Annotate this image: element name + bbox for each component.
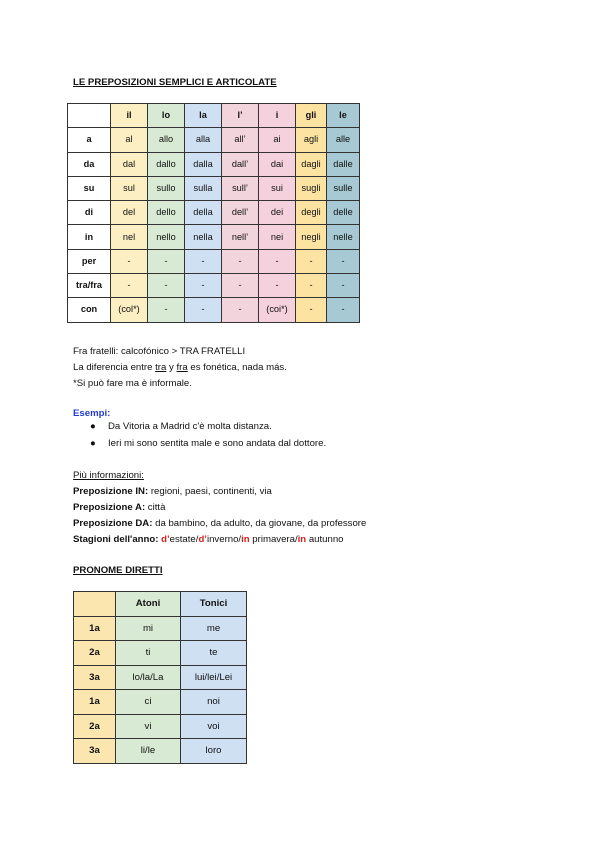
table-row [68,176,360,200]
table-cell: te [181,641,247,666]
esempi-heading: Esempi: [73,408,111,419]
prep-col-le: le [327,104,360,128]
esempio-text: Da Vitoria a Madrid c'è molta distanza. [108,421,272,432]
table-cell: nei [259,225,296,249]
table-row [74,739,247,764]
prep-col-lo: lo [148,104,185,128]
table-cell: - [111,274,148,298]
row-label: 2a [74,641,116,666]
table-cell: dell’ [222,201,259,225]
pron-corner-cell [74,592,116,617]
info-label: Preposizione DA: [73,518,153,529]
table-row [68,249,360,273]
table-cell: li/le [116,739,181,764]
stagioni-prep: in [297,534,307,545]
stagioni-prep: in [241,534,250,545]
list-item [73,435,326,452]
table-cell: - [327,249,360,273]
table-cell: delle [327,201,360,225]
prep-col-gli: gli [296,104,327,128]
table-cell: dalla [185,152,222,176]
info-text: autunno [306,534,344,545]
table-cell: dei [259,201,296,225]
row-label: in [68,225,111,249]
table-cell: me [181,616,247,641]
table-cell: - [148,274,185,298]
table-row [68,298,360,322]
table-cell: agli [296,128,327,152]
table-cell: nelle [327,225,360,249]
note-tra: tra [155,362,167,373]
table-cell: degli [296,201,327,225]
info-text: estate/ [169,534,199,545]
table-cell: nella [185,225,222,249]
esempio-text: Ieri mi sono sentita male e sono andata dal dottore. [108,438,327,449]
row-label: 3a [74,665,116,690]
bullet-icon: ● [90,421,96,432]
table-row [68,274,360,298]
table-cell: dai [259,152,296,176]
row-label: tra/fra [68,274,111,298]
pron-col-tonici: Tonici [181,592,247,617]
table-cell: lui/lei/Lei [181,665,247,690]
table-cell: - [185,298,222,322]
table-cell: - [259,274,296,298]
table-cell: della [185,201,222,225]
table-cell: (coi*) [259,298,296,322]
row-label: da [68,152,111,176]
table-cell: - [327,298,360,322]
table-cell: voi [181,714,247,739]
note-text: La diferencia entre [73,362,156,373]
title-pronome: PRONOME DIRETTI [73,565,163,576]
table-cell: - [185,274,222,298]
row-label: di [68,201,111,225]
preposizioni-table [67,103,360,323]
table-cell: nello [148,225,185,249]
table-cell: sulle [327,176,360,200]
table-row [74,665,247,690]
table-cell: nell’ [222,225,259,249]
info-heading: Più informazioni: [73,470,144,481]
table-cell: sulla [185,176,222,200]
table-cell: - [111,249,148,273]
note-diferencia [73,362,287,373]
table-cell: sullo [148,176,185,200]
info-text: città [145,502,166,513]
table-cell: nel [111,225,148,249]
table-cell: noi [181,690,247,715]
row-label: con [68,298,111,322]
table-cell: - [185,249,222,273]
table-cell: dallo [148,152,185,176]
note-fra: fra [176,362,188,373]
row-label: a [68,128,111,152]
info-da [73,518,366,529]
prep-col-la: la [185,104,222,128]
table-cell: (col*) [111,298,148,322]
table-cell: dalle [327,152,360,176]
table-cell: ai [259,128,296,152]
table-cell: al [111,128,148,152]
table-row [74,616,247,641]
table-cell: sugli [296,176,327,200]
note-fra-fratelli: Fra fratelli: calcofónico > TRA FRATELLI [73,346,246,357]
table-cell: lo/la/La [116,665,181,690]
table-cell: - [148,249,185,273]
row-label: su [68,176,111,200]
table-cell: dello [148,201,185,225]
table-cell: loro [181,739,247,764]
table-cell: del [111,201,148,225]
table-cell: dall’ [222,152,259,176]
prep-corner-cell [68,104,111,128]
prep-col-i: i [259,104,296,128]
info-text: primavera/ [249,534,298,545]
table-cell: dal [111,152,148,176]
table-row [68,128,360,152]
table-cell: all’ [222,128,259,152]
info-text: da bambino, da adulto, da giovane, da professore [152,518,367,529]
table-cell: sul [111,176,148,200]
row-label: 1a [74,616,116,641]
row-label: per [68,249,111,273]
info-in [73,486,272,497]
table-cell: - [222,298,259,322]
table-cell: - [222,274,259,298]
bullet-icon: ● [90,438,96,449]
note-text: es fonética, nada más. [187,362,287,373]
pron-col-atoni: Atoni [116,592,181,617]
table-cell: negli [296,225,327,249]
table-cell: - [259,249,296,273]
table-cell: alle [327,128,360,152]
table-cell: alla [185,128,222,152]
table-row [74,641,247,666]
row-label: 1a [74,690,116,715]
esempi-list [73,418,326,452]
stagioni-prep: d’ [198,534,207,545]
prep-col-l: l’ [222,104,259,128]
table-cell: - [148,298,185,322]
table-cell: sull’ [222,176,259,200]
row-label: 3a [74,739,116,764]
stagioni-prep: d’ [161,534,170,545]
table-cell: ci [116,690,181,715]
info-label: Stagioni dell'anno: [73,534,162,545]
prep-col-il: il [111,104,148,128]
table-cell: - [327,274,360,298]
info-label: Preposizione IN: [73,486,149,497]
table-cell: - [296,298,327,322]
info-a [73,502,165,513]
prep-header-row [68,104,360,128]
info-label: Preposizione A: [73,502,146,513]
info-stagioni [73,534,344,545]
table-cell: - [296,274,327,298]
info-text: regioni, paesi, continenti, via [148,486,272,497]
table-row [68,225,360,249]
table-row [74,690,247,715]
pron-header-row [74,592,247,617]
list-item [73,418,326,435]
table-cell: allo [148,128,185,152]
title-preposizioni: LE PREPOSIZIONI SEMPLICI E ARTICOLATE [73,77,277,88]
table-cell: dagli [296,152,327,176]
info-text: inverno/ [206,534,242,545]
row-label: 2a [74,714,116,739]
table-cell: ti [116,641,181,666]
table-cell: sui [259,176,296,200]
table-cell: - [296,249,327,273]
table-cell: vi [116,714,181,739]
table-row [68,152,360,176]
table-row [68,201,360,225]
note-text: y [166,362,177,373]
table-cell: - [222,249,259,273]
pronome-table [73,591,247,764]
note-informale: *Si può fare ma è informale. [73,378,192,389]
table-cell: mi [116,616,181,641]
table-row [74,714,247,739]
